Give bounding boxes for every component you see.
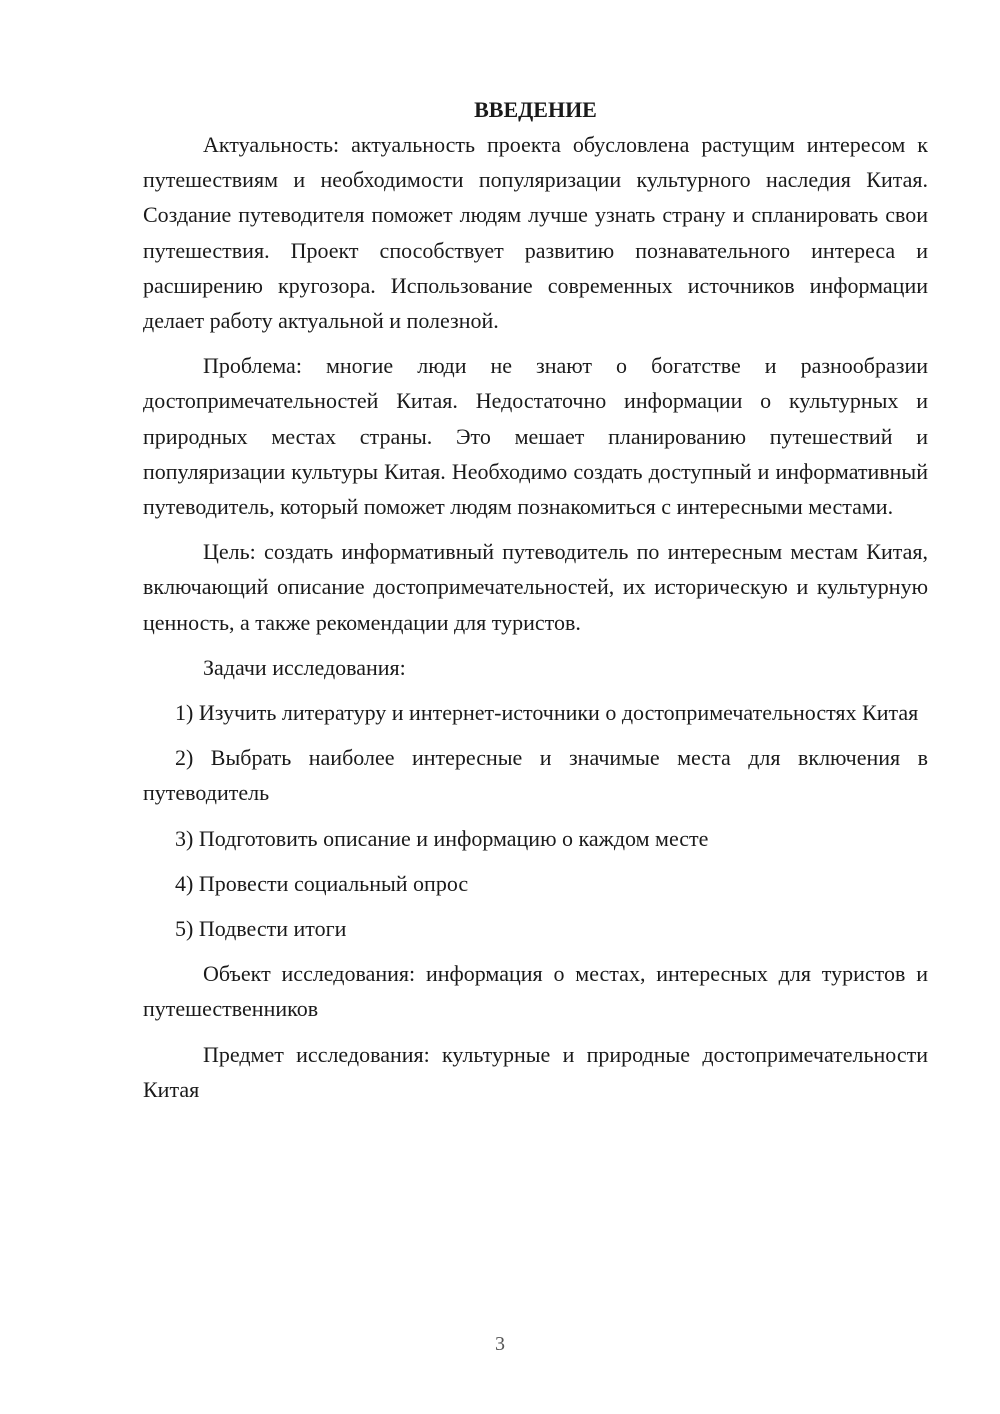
tasks-heading: Задачи исследования: [203,654,406,680]
subject-paragraph: Предмет исследования: культурные и природные достопримечательности Китая [143,1041,928,1102]
object-paragraph: Объект исследования: информация о местах, интересных для туристов и путешественников [143,961,928,1022]
goal-paragraph: Цель: создать информативный путеводитель по интересным местам Китая, включающий описание достопримечательностей, их историческую и культурную ценность, а также рекомендации для туристов. [143,539,928,635]
task-item-3: 3) Подготовить описание и информацию о каждом месте [175,825,709,851]
task-item-5: 5) Подвести итоги [175,916,347,942]
task-item-2: 2) Выбрать наиболее интересные и значимые места для включения в путеводитель [143,745,928,806]
page-number: 3 [495,1333,505,1355]
task-item-1: 1) Изучить литературу и интернет-источники о достопримечательностях Китая [175,700,919,726]
problem-paragraph: Проблема: многие люди не знают о богатстве и разнообразии достопримечательностей Китая. Недостаточно информации о культурных и природных местах страны. Это мешает планированию путешествий и популяризации культуры Китая. Необходимо создать доступный и информативный путеводитель, который поможет людям познакомиться с интересными местами. [143,353,928,520]
document-page [143,92,928,1117]
page-title: ВВЕДЕНИЕ [474,97,597,122]
task-item-4: 4) Провести социальный опрос [175,870,469,896]
relevance-paragraph: Актуальность: актуальность проекта обусловлена растущим интересом к путешествиям и необходимости популяризации культурного наследия Китая. Создание путеводителя поможет людям лучше узнать страну и спланировать свои путешествия. Проект способствует развитию познавательного интереса и расширению кругозора. Использование современных источников информации делает работу актуальной и полезной. [143,132,928,334]
